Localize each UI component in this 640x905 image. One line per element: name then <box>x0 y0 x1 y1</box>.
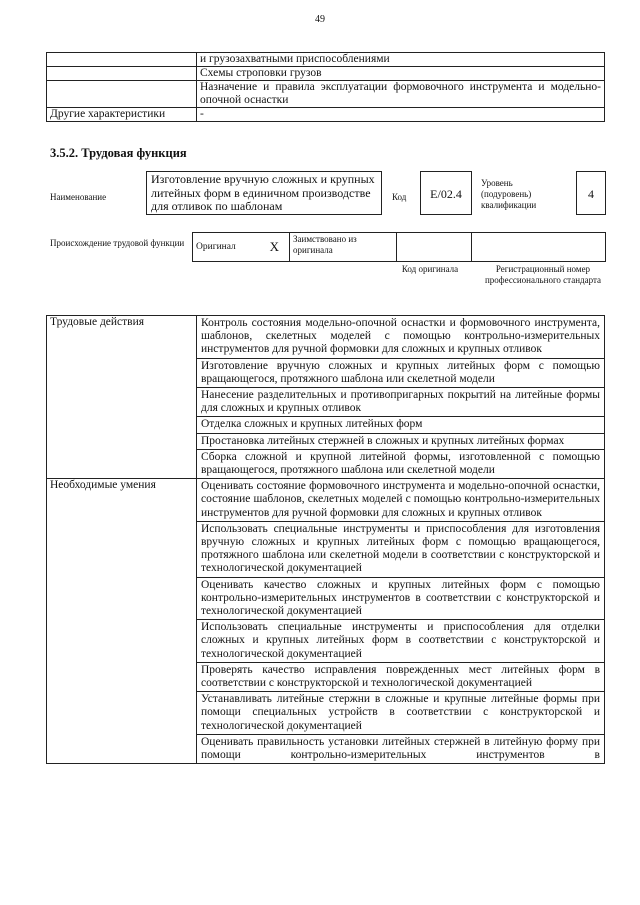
table-row <box>47 53 605 67</box>
code-original-cell <box>397 233 472 262</box>
labor-action: Сборка сложной и крупной литейной формы, изготовленной с помощью вращающегося, протяжного шаблона или скелетной модели <box>197 449 605 478</box>
borrowed-label: Заимствовано из оригинала <box>290 233 397 262</box>
origin-label: Происхождение трудовой функции <box>50 238 185 248</box>
table-row <box>47 316 605 359</box>
original-cell <box>193 233 290 262</box>
row-text: и грузозахватными приспособлениями <box>197 53 605 67</box>
origin-table <box>192 232 606 262</box>
labor-action: Нанесение разделительных и противопригарных покрытий на литейные формы для сложных и крупных отливок <box>197 388 605 417</box>
code-original-caption: Код оригинала <box>401 264 459 274</box>
labor-action: Отделка сложных и крупных литейных форм <box>197 417 605 433</box>
skill: Оценивать состояние формовочного инструмента и модельно-опочной оснастки, состояние шаблонов, скелетных моделей с помощью контрольно-измерительных инструментов для ручной формовки для сложных и крупных отливок <box>197 479 605 522</box>
labor-actions-label: Трудовые действия <box>47 316 197 479</box>
row-label: Другие характеристики <box>47 108 197 122</box>
level-value: 4 <box>576 171 606 215</box>
name-label: Наименование <box>50 192 107 202</box>
row-text: Схемы строповки грузов <box>197 67 605 81</box>
code-label: Код <box>392 192 407 202</box>
section-heading: 3.5.2. Трудовая функция <box>50 146 187 160</box>
labor-action: Изготовление вручную сложных и крупных литейных форм с помощью вращающегося, протяжного шаблона или скелетной модели <box>197 358 605 387</box>
table-row <box>47 108 605 122</box>
skill: Использовать специальные инструменты и приспособления для изготовления вручную сложных и крупных литейных форм с помощью вращающегося, протяжного шаблона или скелетной модели в соответствии с конструкторской и технологической документацией <box>197 521 605 577</box>
labor-action: Контроль состояния модельно-опочной оснастки и формовочного инструмента, шаблонов, скелетных моделей с помощью контрольно-измерительных инструментов для ручной формовки для сложных и крупных отливок <box>197 316 605 359</box>
skill: Использовать специальные инструменты и приспособления для отделки сложных и крупных литейных форм в соответствии с конструкторской и технологической документацией <box>197 620 605 663</box>
labor-action: Простановка литейных стержней в сложных и крупных литейных формах <box>197 433 605 449</box>
code-value: E/02.4 <box>420 171 472 215</box>
main-table <box>46 315 605 764</box>
original-mark: X <box>269 239 279 254</box>
row-label <box>47 81 197 108</box>
row-text: Назначение и правила эксплуатации формовочного инструмента и модельно-опочной оснастки <box>197 81 605 108</box>
table-row <box>47 81 605 108</box>
table-row <box>47 67 605 81</box>
skills-label: Необходимые умения <box>47 479 197 764</box>
continuation-table <box>46 52 605 122</box>
original-label: Оригинал <box>196 242 236 252</box>
function-name-value: Изготовление вручную сложных и крупных литейных форм в единичном производстве для отливок по шаблонам <box>146 171 382 215</box>
row-label <box>47 67 197 81</box>
skill: Оценивать качество сложных и крупных литейных форм с помощью контрольно-измерительных инструментов в соответствии с конструкторской и технологической документацией <box>197 577 605 620</box>
row-label <box>47 53 197 67</box>
table-row <box>47 479 605 522</box>
skill: Оценивать правильность установки литейных стержней в литейную форму при помощи контрольно-измерительных инструментов в <box>197 734 605 763</box>
skill: Проверять качество исправления поврежденных мест литейных форм в соответствии с конструкторской и технологической документацией <box>197 662 605 691</box>
regnum-caption: Регистрационный номер профессионального стандарта <box>484 264 602 285</box>
page-number: 49 <box>315 14 325 25</box>
regnum-cell <box>472 233 606 262</box>
level-label: Уровень (подуровень) квалификации <box>481 178 537 210</box>
skill: Устанавливать литейные стержни в сложные и крупные литейные формы при помощи специальных устройств в соответствии с конструкторской и технологической документацией <box>197 692 605 735</box>
row-text: - <box>197 108 605 122</box>
